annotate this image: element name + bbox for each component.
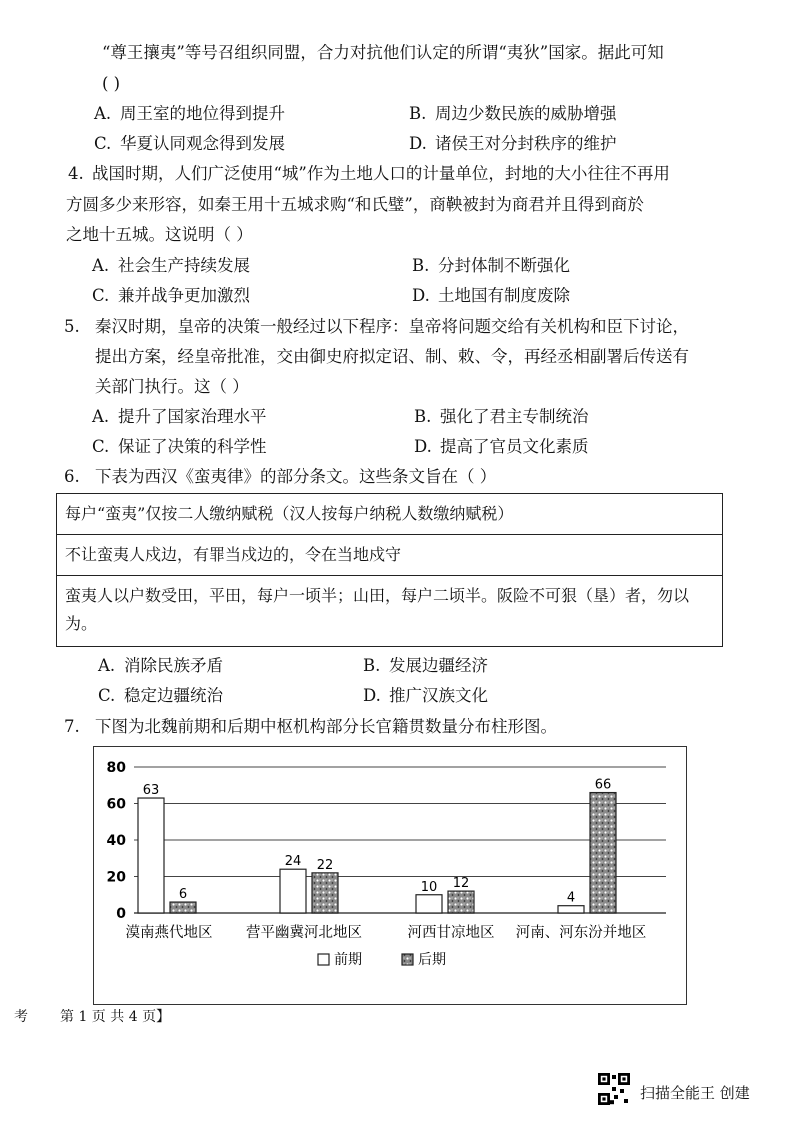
option-text: 兼并战争更加激烈 <box>118 286 250 305</box>
option-text: 发展边疆经济 <box>389 656 488 675</box>
option-letter: B. <box>414 407 432 426</box>
q3-option-d[interactable] <box>409 134 617 154</box>
bar-front <box>138 798 164 913</box>
option-letter: C. <box>94 134 112 153</box>
scanner-watermark: 扫描全能王 创建 <box>640 1084 750 1102</box>
table-cell: 不让蛮夷人戍边，有罪当戍边的，令在当地戍守 <box>57 535 723 576</box>
data-label: 66 <box>594 777 612 793</box>
data-label: 6 <box>178 887 188 903</box>
option-text: 社会生产持续发展 <box>118 256 250 275</box>
option-text: 稳定边疆统治 <box>124 686 223 705</box>
footer-left-mark: 考 <box>14 1009 28 1025</box>
q3-option-c[interactable] <box>94 134 285 154</box>
y-tick-label: 0 <box>116 906 126 922</box>
q4-option-c[interactable] <box>92 286 250 306</box>
data-label: 22 <box>316 857 334 873</box>
page-number: 第 1 页 共 4 页】 <box>60 1009 171 1025</box>
legend-label-front: 前期 <box>334 952 362 968</box>
option-letter: A. <box>92 256 110 275</box>
q4-line-3: 之地十五城。这说明（ ） <box>66 225 253 244</box>
q3-answer-paren: ( ) <box>102 74 121 93</box>
q6-option-b[interactable] <box>363 656 488 676</box>
option-letter: D. <box>412 286 430 305</box>
x-category-label: 漠南燕代地区 <box>125 925 213 941</box>
option-letter: A. <box>98 656 116 675</box>
x-category-label: 河南、河东汾并地区 <box>515 925 647 941</box>
q7-text: 下图为北魏前期和后期中枢机构部分长官籍贯数量分布柱形图。 <box>95 717 557 736</box>
y-tick-label: 60 <box>106 796 126 813</box>
option-text: 华夏认同观念得到发展 <box>120 134 285 153</box>
option-letter: B. <box>409 104 427 123</box>
data-label: 4 <box>566 890 576 906</box>
legend-swatch-front <box>318 954 329 965</box>
q3-text: “尊王攘夷”等号召组织同盟，合力对抗他们认定的所谓“夷狄”国家。据此可知 <box>102 43 664 62</box>
option-letter: A. <box>92 407 110 426</box>
q4-option-b[interactable] <box>412 256 570 276</box>
bar-chart-frame <box>93 746 687 1005</box>
bar-chart <box>94 747 686 1004</box>
q4-option-a[interactable] <box>92 256 250 276</box>
legend-label-back: 后期 <box>418 952 446 968</box>
option-letter: B. <box>412 256 430 275</box>
q6-option-d[interactable] <box>363 686 488 706</box>
option-text: 土地国有制度废除 <box>438 286 570 305</box>
option-text: 推广汉族文化 <box>389 686 488 705</box>
data-label: 10 <box>420 879 438 895</box>
legend-swatch-back <box>402 954 413 965</box>
table-cell: 蛮夷人以户数受田，平田，每户一顷半；山田，每户二顷半。阪险不可狠（垦）者，勿以为。 <box>57 576 723 647</box>
data-label: 12 <box>452 876 470 892</box>
option-text: 分封体制不断强化 <box>438 256 570 275</box>
option-letter: C. <box>98 686 116 705</box>
q4-line-1: 战国时期，人们广泛使用“城”作为土地人口的计量单位，封地的大小往往不再用 <box>92 164 670 183</box>
x-category-label: 河西甘凉地区 <box>407 925 495 941</box>
q3-option-b[interactable] <box>409 104 617 124</box>
y-tick-label: 40 <box>106 833 126 849</box>
q4-line-2: 方圆多少来形容，如秦王用十五城求购“和氏璧”，商鞅被封为商君并且得到商於 <box>66 195 644 214</box>
data-label: 24 <box>284 854 302 870</box>
option-text: 诸侯王对分封秩序的维护 <box>435 134 617 153</box>
q5-option-b[interactable] <box>414 407 589 427</box>
bar-front <box>416 895 442 913</box>
bar-back <box>590 793 616 913</box>
table-row <box>57 494 723 535</box>
q5-line-1: 秦汉时期，皇帝的决策一般经过以下程序：皇帝将问题交给有关机构和臣下讨论， <box>95 317 689 336</box>
bar-front <box>558 906 584 913</box>
option-letter: D. <box>414 437 432 456</box>
table-row <box>57 576 723 647</box>
option-letter: B. <box>363 656 381 675</box>
q5-line-2: 提出方案，经皇帝批准，交由御史府拟定诏、制、敕、令，再经丞相副署后传送有 <box>95 347 689 366</box>
q5-option-d[interactable] <box>414 437 589 457</box>
qr-code-icon <box>598 1073 630 1105</box>
option-text: 保证了决策的科学性 <box>118 437 267 456</box>
bar-back <box>448 891 474 913</box>
option-letter: C. <box>92 437 110 456</box>
bar-back <box>312 873 338 913</box>
q5-option-c[interactable] <box>92 437 267 457</box>
x-category-label: 营平幽冀河北地区 <box>246 925 362 941</box>
q4-number: 4. <box>68 164 84 183</box>
bar-back <box>170 902 196 913</box>
q4-option-d[interactable] <box>412 286 570 306</box>
option-letter: D. <box>409 134 427 153</box>
q6-text: 下表为西汉《蛮夷律》的部分条文。这些条文旨在（ ） <box>95 467 497 486</box>
q5-line-3: 关部门执行。这（ ） <box>95 377 249 396</box>
option-text: 周王室的地位得到提升 <box>120 104 285 123</box>
option-text: 强化了君主专制统治 <box>440 407 589 426</box>
q6-option-a[interactable] <box>98 656 223 676</box>
q3-option-a[interactable] <box>94 104 285 124</box>
option-text: 提升了国家治理水平 <box>118 407 267 426</box>
option-text: 提高了官员文化素质 <box>440 437 589 456</box>
table-row <box>57 535 723 576</box>
option-text: 周边少数民族的威胁增强 <box>435 104 617 123</box>
q6-number: 6. <box>64 467 80 486</box>
option-letter: C. <box>92 286 110 305</box>
law-excerpt-table <box>56 493 723 647</box>
table-cell: 每户“蛮夷”仅按二人缴纳赋税（汉人按每户纳税人数缴纳赋税） <box>57 494 723 535</box>
y-tick-label: 80 <box>106 760 126 776</box>
option-text: 消除民族矛盾 <box>124 656 223 675</box>
option-letter: A. <box>94 104 112 123</box>
q7-number: 7. <box>64 717 80 736</box>
bar-front <box>280 869 306 913</box>
option-letter: D. <box>363 686 381 705</box>
q5-option-a[interactable] <box>92 407 267 427</box>
data-label: 63 <box>142 783 160 799</box>
y-tick-label: 20 <box>106 869 126 886</box>
q5-number: 5. <box>64 317 80 336</box>
q6-option-c[interactable] <box>98 686 223 706</box>
